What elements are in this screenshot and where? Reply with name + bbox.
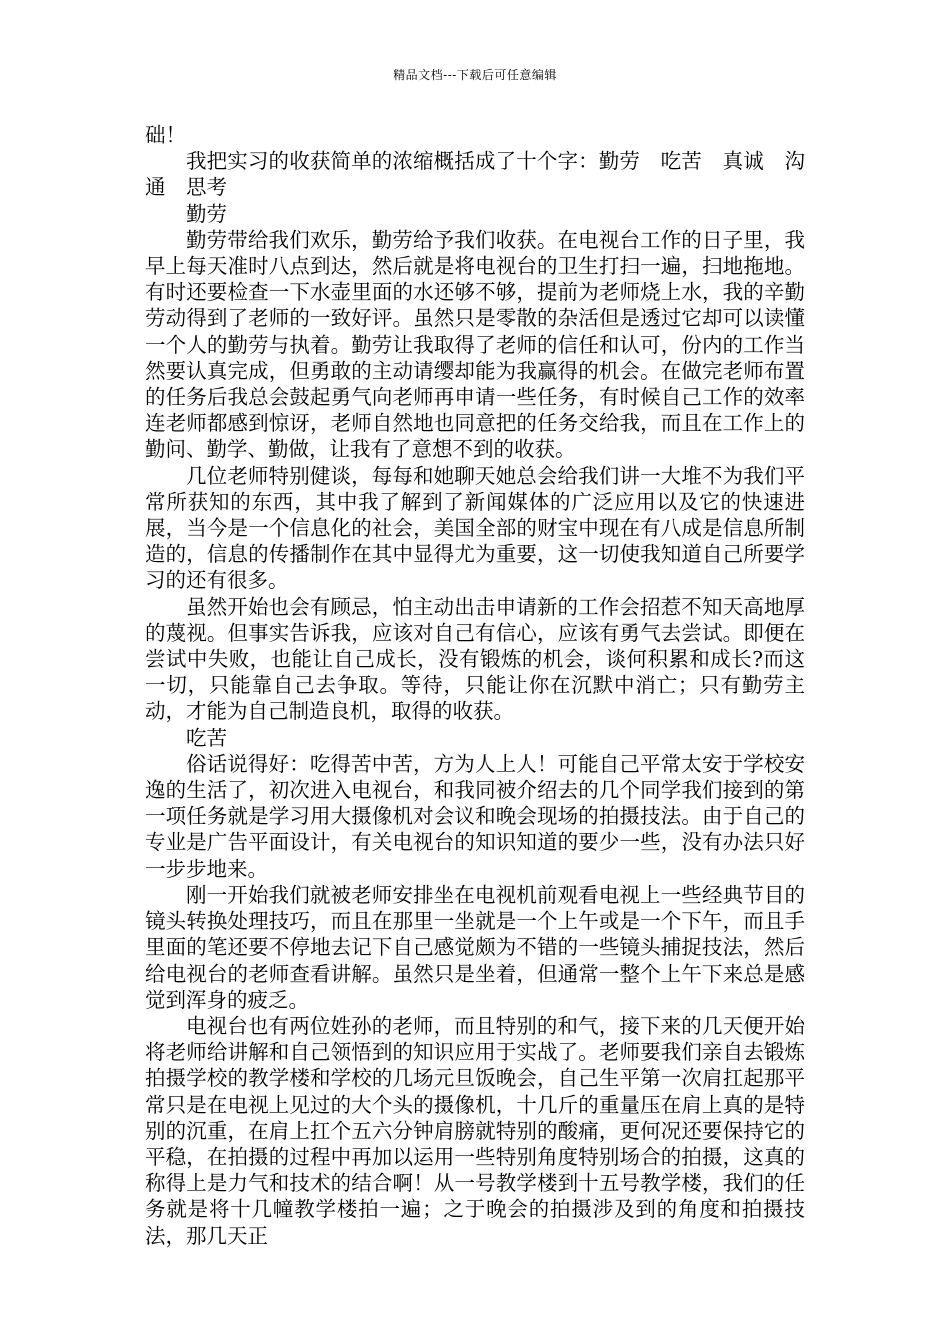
paragraph: 虽然开始也会有顾忌，怕主动出击申请新的工作会招惹不知天高地厚的蔑视。但事实告诉我，应该对自己有信心，应该有勇气去尝试。即便在尝试中失败，也能让自己成长，没有锻炼的机会，谈何积累和成长?而这一切，只能靠自己去争取。等待，只能让你在沉默中消亡；只有勤劳主动，才能为自己制造良机，取得的收获。 <box>145 594 805 724</box>
paragraph: 俗话说得好：吃得苦中苦，方为人上人！可能自己平常太安于学校安逸的生活了，初次进入电视台，和我同被介绍去的几个同学我们接到的第一项任务就是学习用大摄像机对会议和晚会现场的拍摄技法。由于自己的专业是广告平面设计，有关电视台的知识知道的要少一些，没有办法只好一步步地来。 <box>145 751 805 881</box>
paragraph: 勤劳带给我们欢乐，勤劳给予我们收获。在电视台工作的日子里，我早上每天准时八点到达，然后就是将电视台的卫生打扫一遍，扫地拖地。有时还要检查一下水壶里面的水还够不够，提前为老师烧上水，我的辛勤劳动得到了老师的一致好评。虽然只是零散的杂活但是透过它却可以读懂一个人的勤劳与执着。勤劳让我取得了老师的信任和认可，份内的工作当然要认真完成，但勇敢的主动请缨却能为我赢得的机会。在做完老师布置的任务后我总会鼓起勇气向老师再申请一些任务，有时候自己工作的效率连老师都感到惊讶，老师自然地也同意把的任务交给我，而且在工作上的勤问、勤学、勤做，让我有了意想不到的收获。 <box>145 227 805 462</box>
paragraph: 几位老师特别健谈，每每和她聊天她总会给我们讲一大堆不为我们平常所获知的东西，其中我了解到了新闻媒体的广泛应用以及它的快速进展，当今是一个信息化的社会，美国全部的财宝中现在有八成是信息所制造的，信息的传播制作在其中显得尤为重要，这一切使我知道自己所要学习的还有很多。 <box>145 463 805 593</box>
paragraph-continuation: 础！ <box>145 123 186 147</box>
page-header: 精品文档---下载后可任意编辑 <box>393 68 557 82</box>
section-heading-diligence: 勤劳 <box>186 201 227 226</box>
document-body <box>145 122 805 1249</box>
paragraph: 电视台也有两位姓孙的老师，而且特别的和气，接下来的几天便开始将老师给讲解和自己领悟到的知识应用于实战了。老师要我们亲自去锻炼拍摄学校的教学楼和学校的几场元旦饭晚会，自己生平第一次肩扛起那平常只是在电视上见过的大个头的摄像机，十几斤的重量压在肩上真的是特别的沉重，在肩上扛个五六分钟肩膀就特别的酸痛，更何况还要保持它的平稳，在拍摄的过程中再加以运用一些特别角度特别场合的拍摄，这真的称得上是力气和技术的结合啊！从一号教学楼到十五号教学楼，我们的任务就是将十几幢教学楼拍一遍；之于晚会的拍摄涉及到的角度和拍摄技法，那几天正 <box>145 1013 805 1248</box>
section-heading-hardship: 吃苦 <box>186 725 227 750</box>
paragraph: 刚一开始我们就被老师安排坐在电视机前观看电视上一些经典节目的镜头转换处理技巧，而且在那里一坐就是一个上午或是一个下午，而且手里面的笔还要不停地去记下自己感觉颇为不错的一些镜头捕捉技法，然后给电视台的老师查看讲解。虽然只是坐着，但通常一整个上午下来总是感觉到浑身的疲乏。 <box>145 882 805 1012</box>
paragraph-summary: 我把实习的收获简单的浓缩概括成了十个字：勤劳 吃苦 真诚 沟通 思考 <box>145 149 805 200</box>
